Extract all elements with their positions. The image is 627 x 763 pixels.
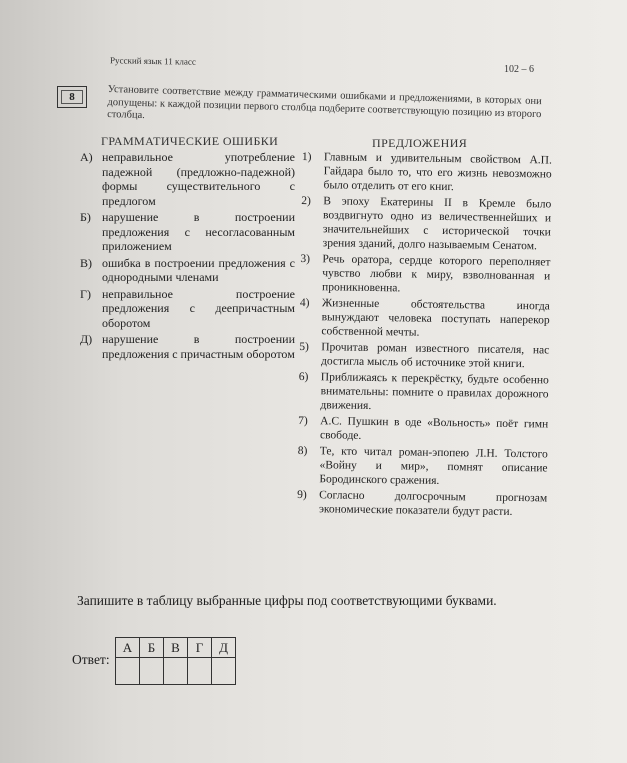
sentence-text: Речь оратора, сердце которого переполняет чувство любви к миру, взволнованная и проникновенна. — [322, 253, 551, 295]
sentence-key: 6) — [298, 370, 309, 384]
answer-table — [115, 637, 236, 685]
error-item-b — [80, 210, 295, 254]
task-instruction: Установите соответствие между грамматическими ошибками и предложениями, в которых они допущены: к каждой позиции первого столбца подберите соответствующую позицию из второго столбца. — [106, 84, 542, 122]
sentence-key: 2) — [301, 194, 311, 208]
answer-values-row — [116, 658, 236, 685]
answer-letter-g: Г — [188, 638, 212, 658]
sentence-item-8 — [297, 444, 548, 489]
answer-cell-a[interactable] — [116, 658, 140, 685]
sentence-key: 3) — [300, 252, 311, 266]
error-text: ошибка в построении предложения с однородными членами — [102, 255, 295, 284]
answer-letter-a: А — [116, 638, 140, 658]
sentence-item-4 — [299, 296, 550, 341]
sentence-item-1 — [301, 150, 552, 195]
errors-list — [80, 150, 295, 363]
answer-letter-v: В — [164, 638, 188, 658]
error-item-v — [80, 256, 295, 285]
sentences-list — [297, 150, 552, 521]
sentence-item-2 — [301, 194, 552, 253]
left-column-title: ГРАММАТИЧЕСКИЕ ОШИБКИ — [101, 134, 279, 148]
sentence-item-9 — [297, 488, 547, 519]
error-text: неправильное построение предложения с деепричастным оборотом — [102, 286, 295, 330]
sentence-item-5 — [299, 340, 549, 371]
sentence-text: Прочитав роман известного писателя, нас достигла мысль об источнике этой книги. — [320, 341, 550, 371]
task-number: 8 — [69, 91, 75, 103]
answer-letter-d: Д — [212, 638, 236, 658]
sentence-text: Главным и удивительным свойством А.П. Гайдара было то, что его жизнь невозможно было отделить от его книг. — [323, 151, 552, 194]
answer-letters-row — [116, 638, 236, 658]
error-key: Г) — [80, 286, 91, 301]
sentence-text: Приближаясь к перекрёстку, будьте особенно внимательны: помните о правилах дорожного движения. — [320, 371, 549, 412]
sentence-key: 5) — [299, 340, 309, 354]
subject-header: Русский язык 11 класс — [109, 55, 196, 67]
error-item-g — [80, 287, 295, 331]
answer-label: Ответ: — [72, 652, 110, 667]
error-key: Б) — [80, 210, 91, 224]
answer-instruction: Запишите в таблицу выбранные цифры под соответствующими буквами. — [77, 593, 497, 608]
sentence-text: А.С. Пушкин в оде «Вольность» поёт гимн свободе. — [319, 415, 549, 442]
answer-cell-v[interactable] — [164, 658, 188, 685]
answer-cell-d[interactable] — [212, 658, 236, 685]
error-item-d — [80, 332, 295, 361]
sentence-key: 9) — [297, 488, 307, 502]
sentence-key: 4) — [299, 296, 310, 310]
sentence-item-7 — [298, 414, 548, 445]
sentence-key: 7) — [298, 414, 308, 428]
sentence-item-6 — [298, 370, 549, 415]
error-text: неправильное употребление падежной (предложно-падежной) формы существительного с предлогом — [102, 150, 295, 208]
error-key: А) — [80, 150, 93, 164]
sentence-key: 8) — [297, 444, 308, 458]
page-code: 102 – 6 — [504, 64, 534, 75]
sentence-text: Жизненные обстоятельства иногда вынуждают человека поступать наперекор собственной мечты. — [321, 297, 550, 339]
answer-cell-g[interactable] — [188, 658, 212, 685]
right-column-title: ПРЕДЛОЖЕНИЯ — [372, 136, 468, 150]
error-text: нарушение в построении предложения с причастным оборотом — [102, 332, 295, 361]
sentence-text: В эпоху Екатерины II в Кремле было воздвигнуто одно из величественнейших и значительнейших с исторической точки зрения зданий, долго называемым Сенатом. — [322, 195, 552, 253]
answer-cell-b[interactable] — [140, 658, 164, 685]
sentence-item-3 — [300, 252, 551, 297]
error-item-a — [80, 150, 295, 208]
task-number-box — [57, 86, 87, 108]
error-key: Д) — [80, 332, 93, 346]
sentence-key: 1) — [301, 150, 312, 164]
error-key: В) — [80, 255, 92, 270]
sentence-text: Согласно долгосрочным прогнозам экономические показатели будут расти. — [318, 489, 548, 518]
error-text: нарушение в построении предложения с несогласованным приложением — [102, 210, 295, 253]
answer-letter-b: Б — [140, 638, 164, 658]
sentence-text: Те, кто читал роман-эпопею Л.Н. Толстого «Войну и мир», помнят описание Бородинского сражения. — [319, 445, 548, 487]
